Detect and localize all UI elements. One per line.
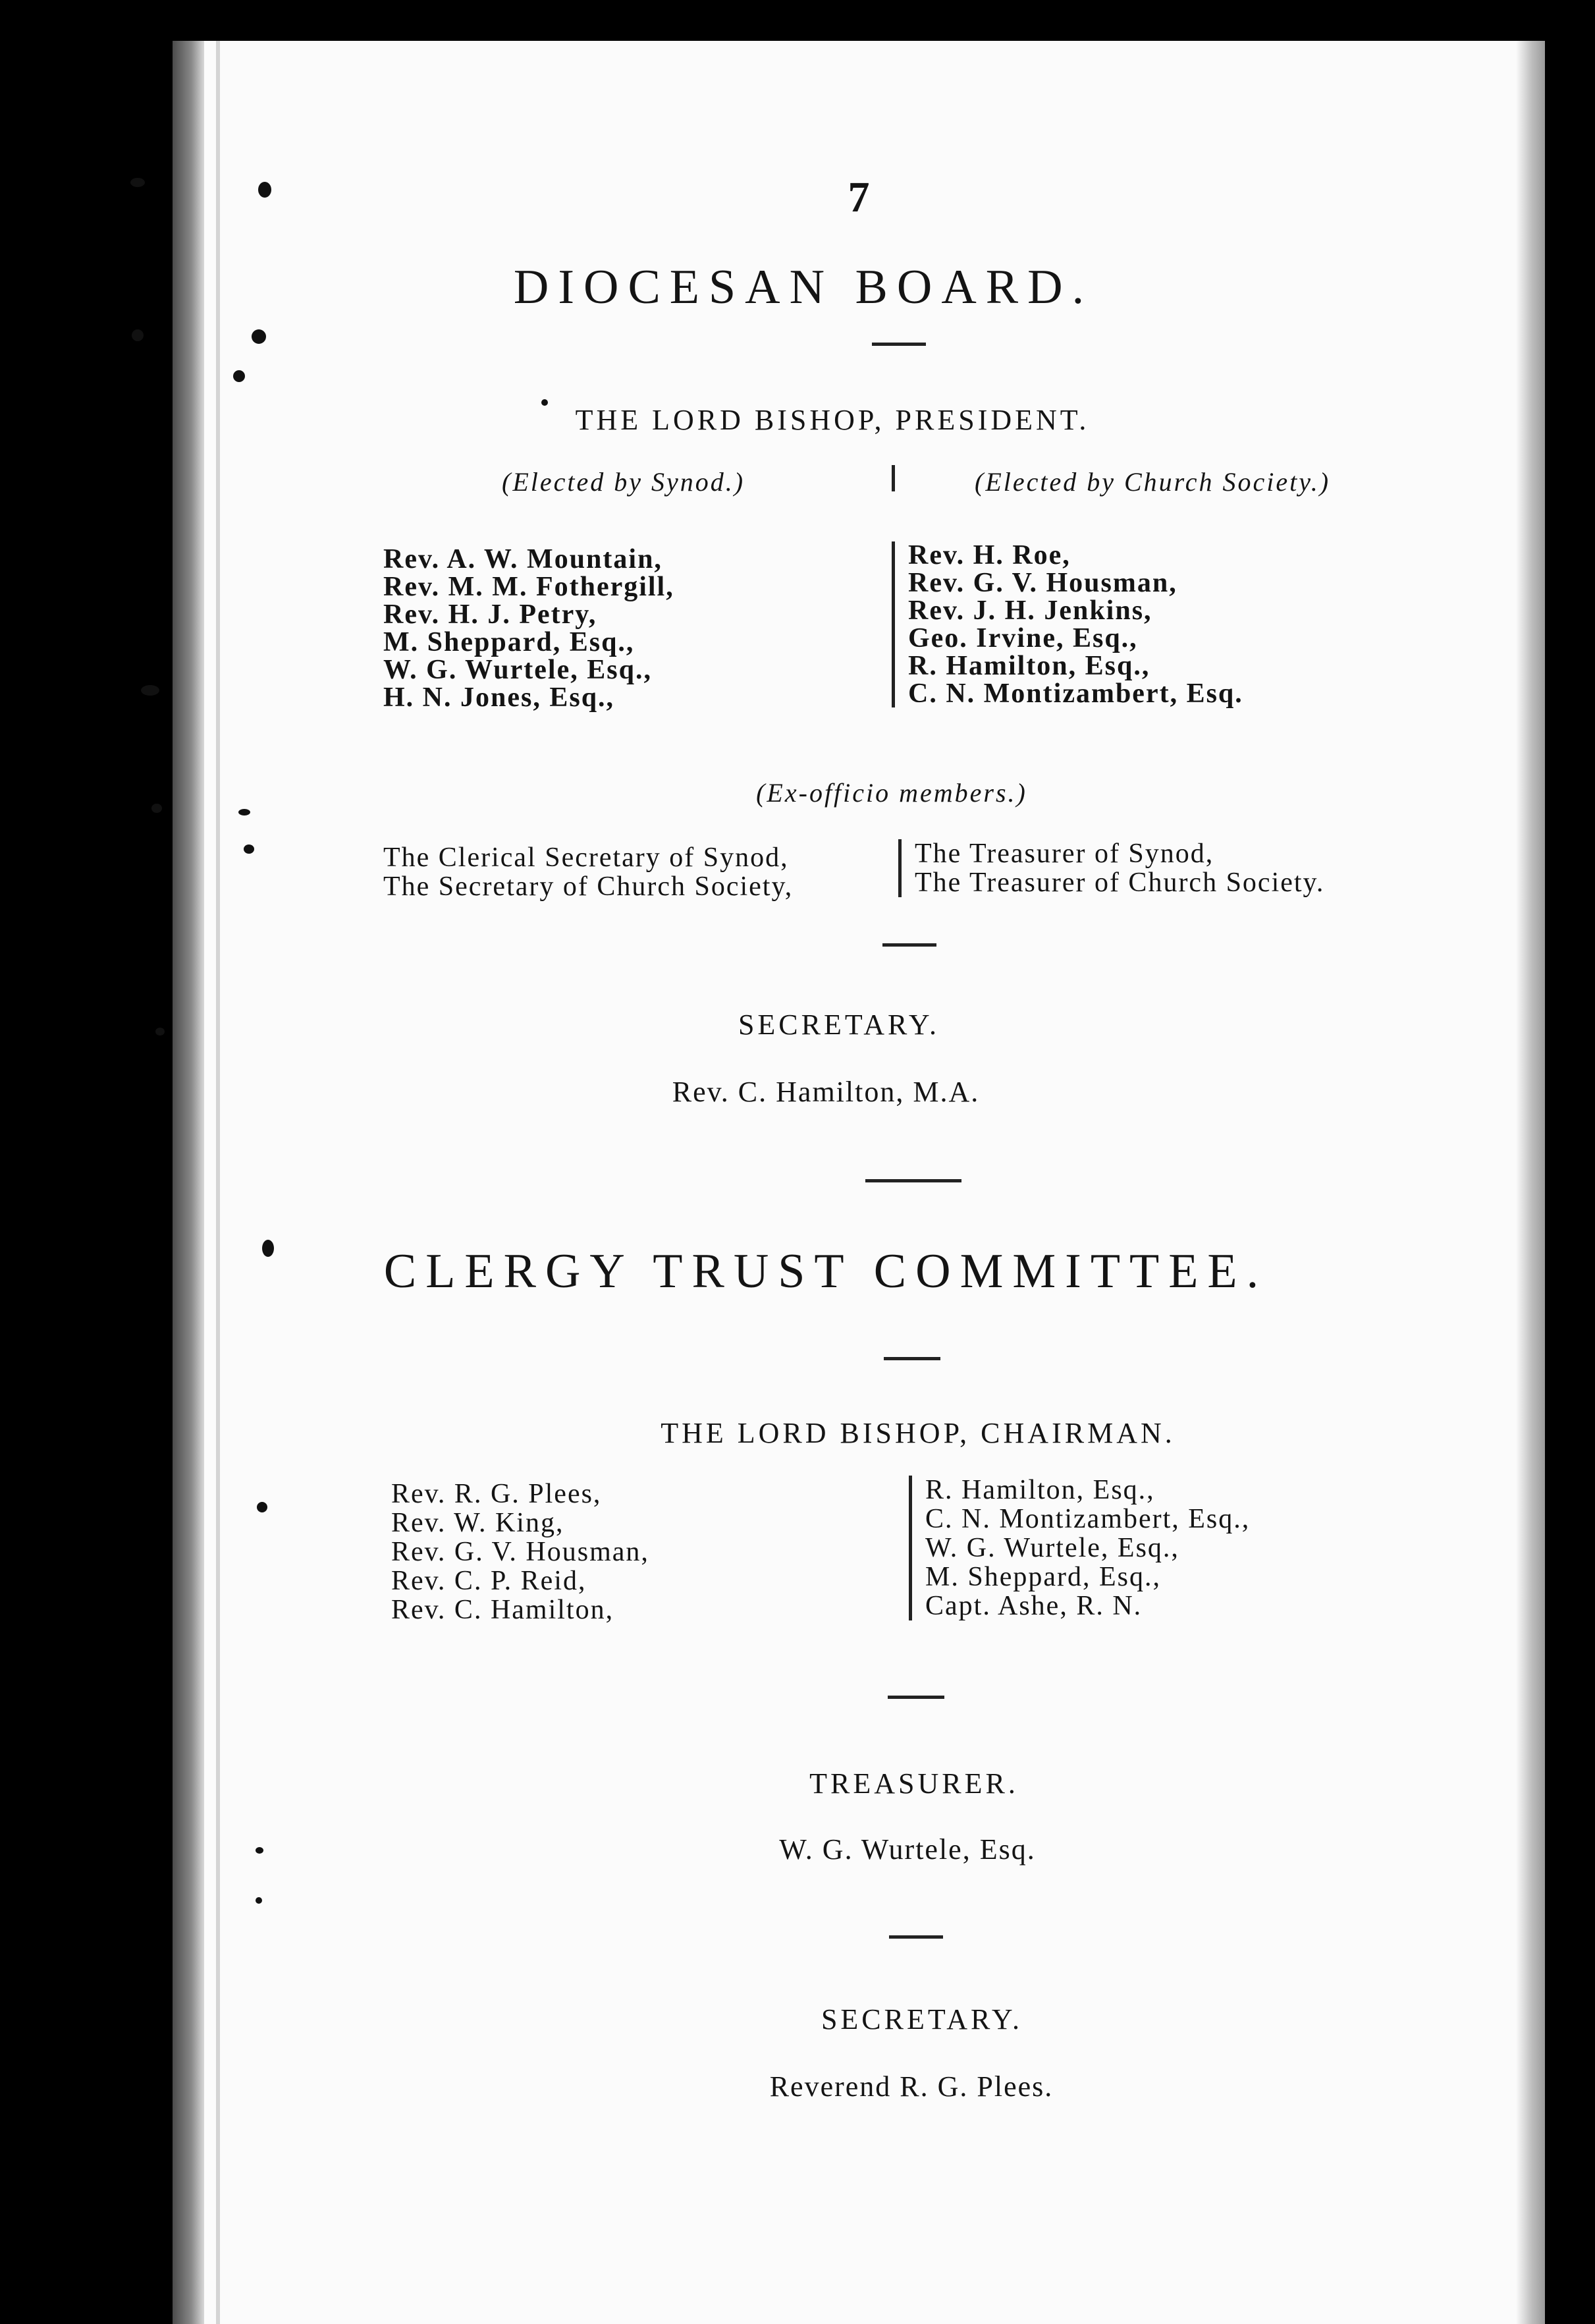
- list-item: M. Sheppard, Esq.,: [383, 627, 635, 657]
- list-item: The Clerical Secretary of Synod,: [383, 843, 789, 873]
- binding-gutter: [173, 41, 204, 2324]
- divider-rule: [888, 1696, 944, 1699]
- list-item: H. N. Jones, Esq.,: [383, 682, 615, 713]
- diocesan-board-title: DIOCESAN BOARD.: [513, 260, 1094, 314]
- gutter-speck: [257, 1502, 267, 1512]
- list-item: Rev. C. Hamilton,: [391, 1595, 614, 1625]
- page-number: 7: [848, 173, 870, 221]
- divider-rule: [865, 1179, 961, 1182]
- page-fold: [216, 41, 220, 2324]
- divider-rule: [872, 343, 926, 346]
- list-item: The Treasurer of Synod,: [915, 839, 1214, 869]
- church-society-members-list: [892, 541, 1243, 707]
- list-item: Rev. R. G. Plees,: [391, 1479, 602, 1509]
- column-separator: [892, 465, 895, 491]
- divider-rule: [882, 943, 936, 947]
- margin-speck: [141, 685, 159, 696]
- margin-speck: [155, 1028, 165, 1036]
- committee-left-list: [391, 1480, 649, 1624]
- margin-speck: [132, 329, 144, 341]
- committee-treasurer-heading: TREASURER.: [809, 1767, 1019, 1800]
- ex-officio-right-list: [898, 839, 1324, 897]
- gutter-speck: [233, 370, 245, 382]
- clergy-trust-title: CLERGY TRUST COMMITTEE.: [383, 1244, 1268, 1298]
- list-item: Rev. A. W. Mountain,: [383, 544, 662, 574]
- list-item: R. Hamilton, Esq.,: [925, 1475, 1155, 1505]
- list-item: The Treasurer of Church Society.: [915, 868, 1325, 898]
- list-item: Rev. G. V. Housman,: [908, 568, 1177, 598]
- board-president: THE LORD BISHOP, PRESIDENT.: [575, 404, 1090, 436]
- list-item: Rev. C. P. Reid,: [391, 1566, 587, 1596]
- list-item: C. N. Montizambert, Esq.: [908, 678, 1243, 709]
- list-item: Capt. Ashe, R. N.: [925, 1591, 1143, 1621]
- margin-speck: [151, 804, 162, 813]
- ex-officio-left-list: [383, 843, 793, 901]
- list-item: M. Sheppard, Esq.,: [925, 1562, 1161, 1592]
- gutter-speck: [256, 1897, 262, 1904]
- list-item: Rev. W. King,: [391, 1508, 564, 1538]
- committee-treasurer-name: W. G. Wurtele, Esq.: [779, 1833, 1036, 1866]
- margin-speck: [130, 178, 145, 187]
- ex-officio-label: (Ex-officio members.): [756, 778, 1027, 808]
- list-item: R. Hamilton, Esq.,: [908, 651, 1150, 681]
- board-secretary-heading: SECRETARY.: [738, 1009, 940, 1041]
- list-item: Rev. H. J. Petry,: [383, 599, 597, 630]
- gutter-speck: [238, 809, 250, 816]
- list-item: W. G. Wurtele, Esq.,: [383, 655, 652, 685]
- list-item: Rev. M. M. Fothergill,: [383, 572, 674, 602]
- committee-secretary-heading: SECRETARY.: [821, 2003, 1023, 2035]
- list-item: C. N. Montizambert, Esq.,: [925, 1504, 1251, 1534]
- committee-secretary-name: Reverend R. G. Plees.: [769, 2070, 1054, 2103]
- synod-members-list: [383, 545, 674, 711]
- gutter-speck: [252, 329, 266, 344]
- document-page: [173, 41, 1545, 2324]
- list-item: Rev. J. H. Jenkins,: [908, 595, 1152, 626]
- committee-chairman: THE LORD BISHOP, CHAIRMAN.: [661, 1417, 1176, 1449]
- list-item: The Secretary of Church Society,: [383, 872, 794, 902]
- committee-right-list: [909, 1476, 1250, 1620]
- page-edge-shadow: [1516, 41, 1545, 2324]
- elected-by-church-society-label: (Elected by Church Society.): [975, 467, 1331, 497]
- list-item: Rev. H. Roe,: [908, 540, 1071, 570]
- elected-by-synod-label: (Elected by Synod.): [502, 467, 745, 497]
- board-secretary-name: Rev. C. Hamilton, M.A.: [672, 1076, 980, 1108]
- divider-rule: [889, 1935, 943, 1939]
- list-item: Rev. G. V. Housman,: [391, 1537, 649, 1567]
- divider-rule: [884, 1357, 940, 1360]
- list-item: Geo. Irvine, Esq.,: [908, 623, 1138, 653]
- gutter-speck: [244, 844, 254, 854]
- list-item: W. G. Wurtele, Esq.,: [925, 1533, 1179, 1563]
